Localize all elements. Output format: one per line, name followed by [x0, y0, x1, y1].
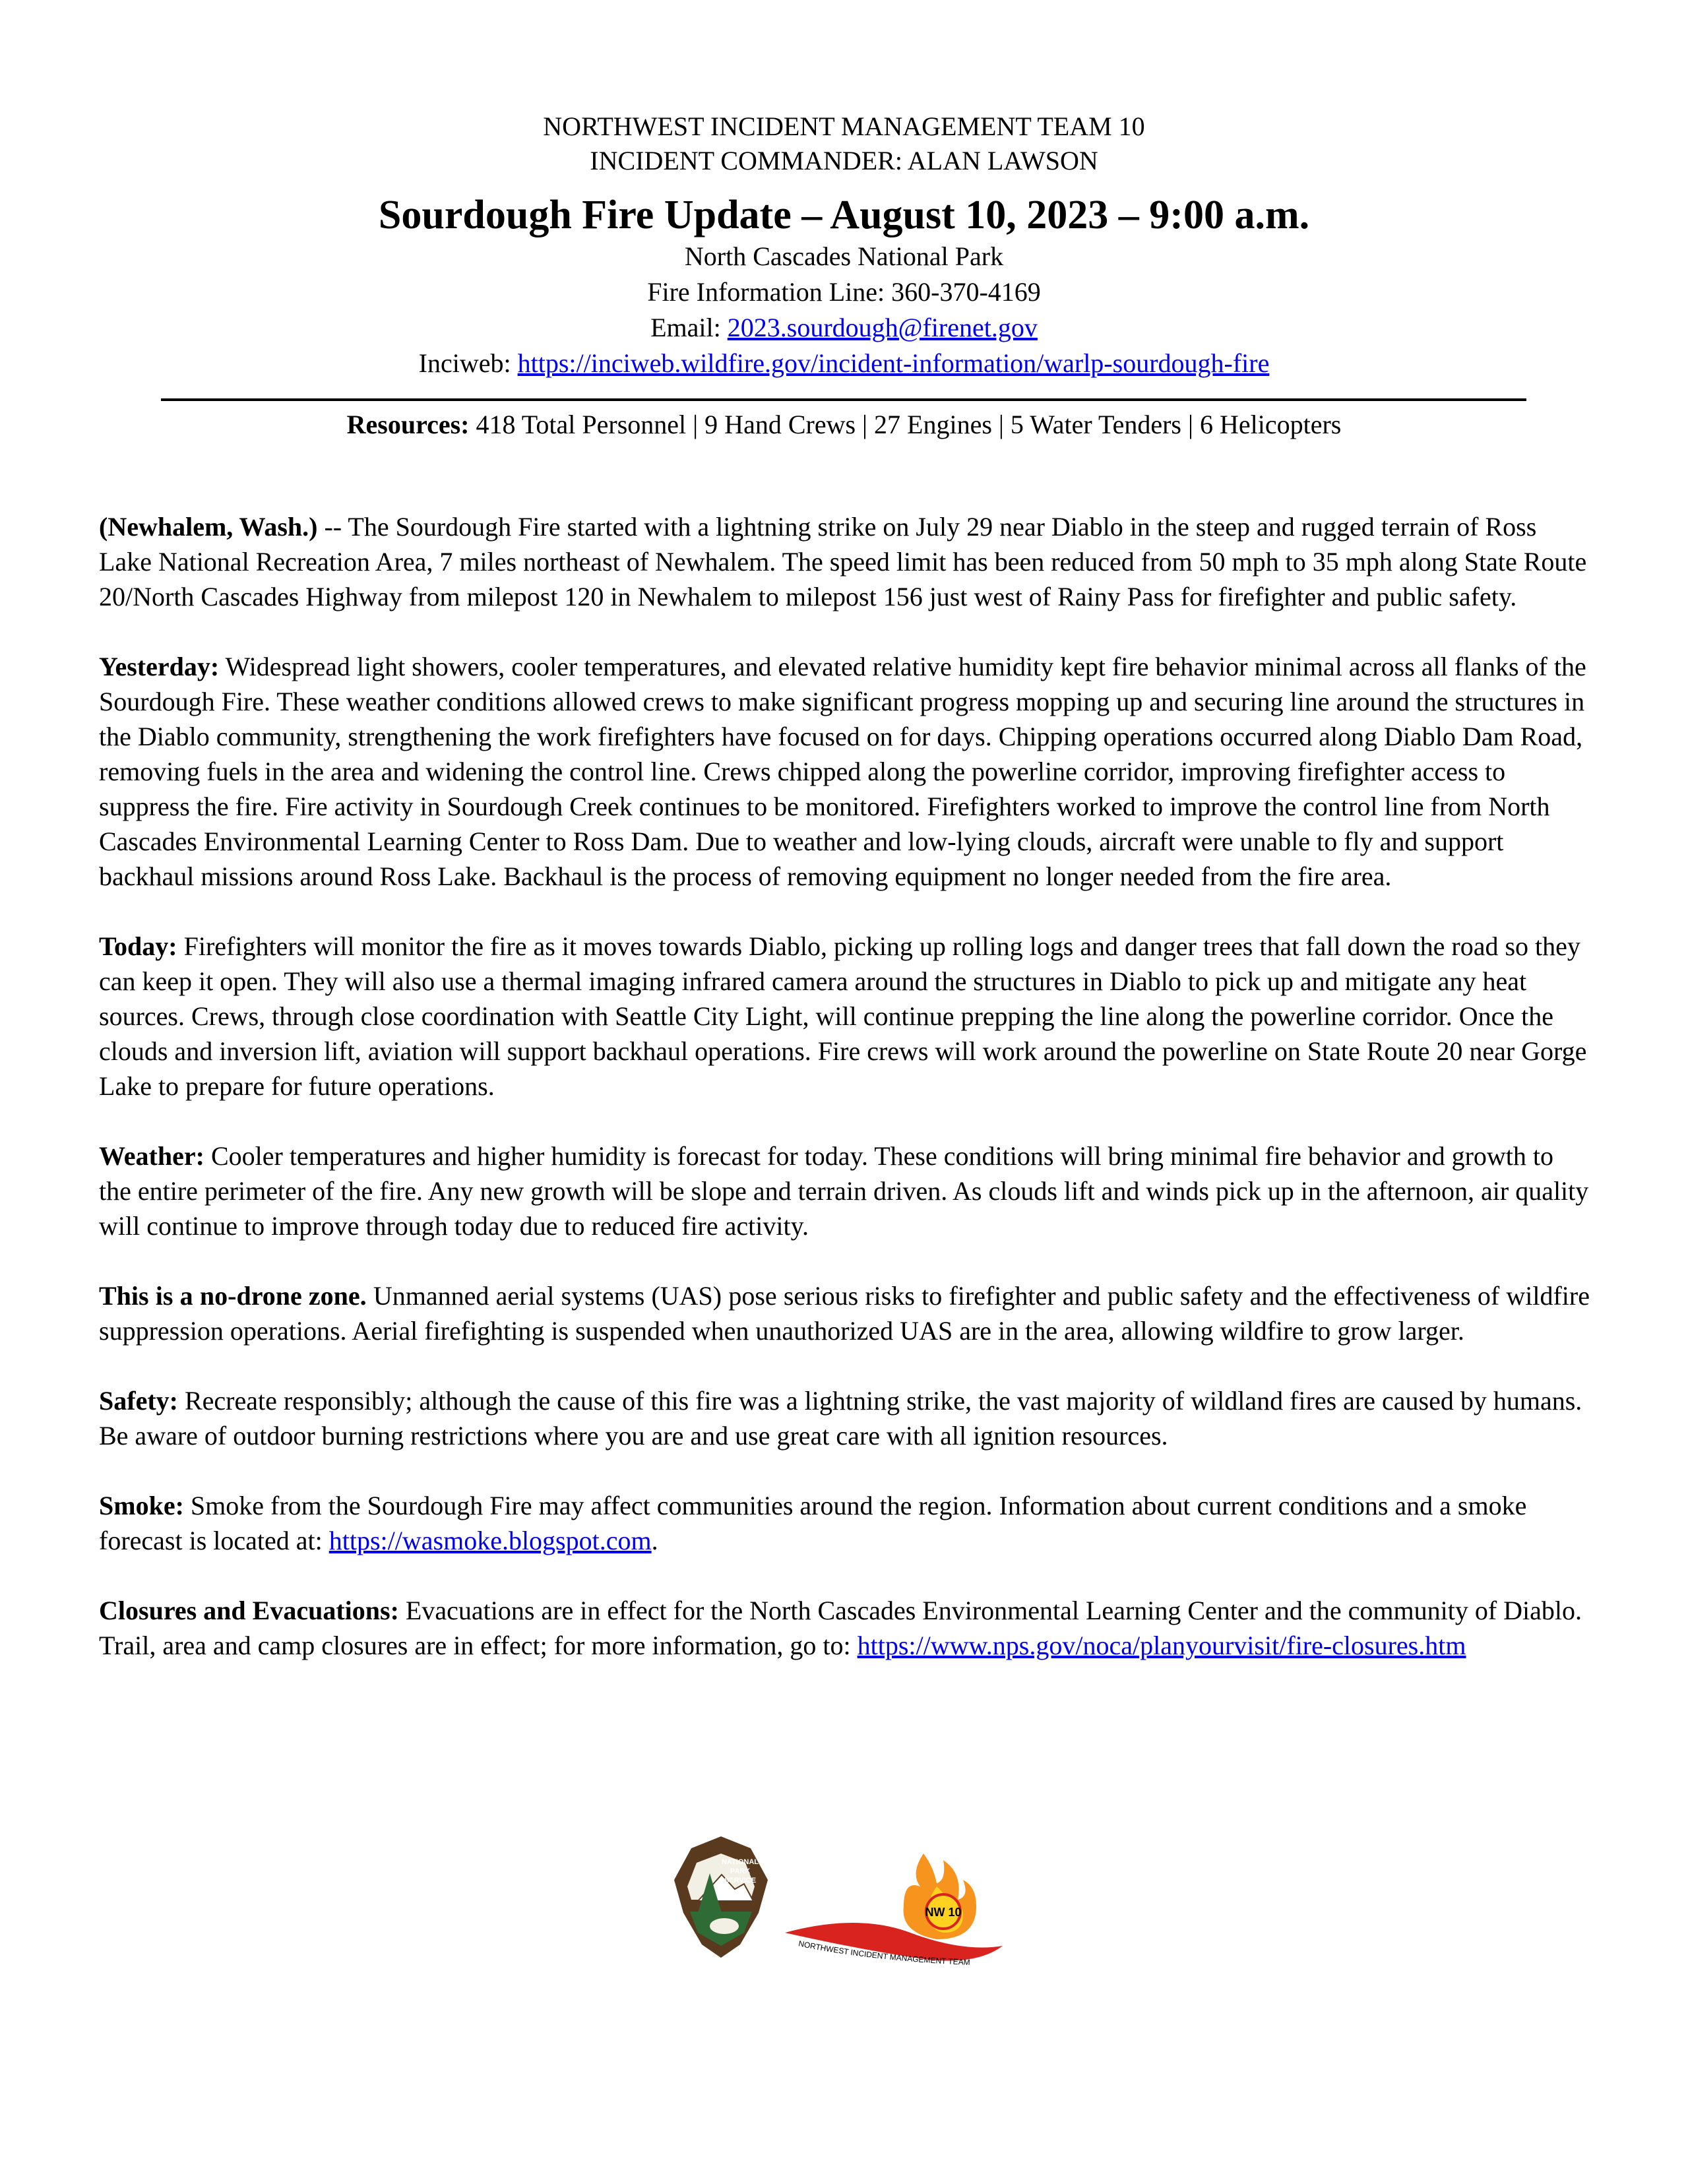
nps-text-national: NATIONAL	[721, 1858, 759, 1866]
email-label: Email:	[650, 313, 728, 342]
nps-text-park: PARK	[730, 1867, 751, 1875]
email-link[interactable]: 2023.sourdough@firenet.gov	[727, 313, 1038, 342]
intro-text: -- The Sourdough Fire started with a lightning strike on July 29 near Diablo in the steep and rugged terrain of Ross Lake National Recreation Area, 7 miles northeast of Newhalem. The speed limit has been reduced from 50 mph to 35 mph along State Route 20/North Cascades Highway from milepost 120 in Newhalem to milepost 156 just west of Rainy Pass for firefighter and public safety.	[99, 512, 1587, 611]
today-paragraph	[99, 929, 1590, 1104]
smoke-lead: Smoke:	[99, 1491, 184, 1520]
smoke-paragraph	[99, 1488, 1590, 1558]
nw10-arc-text: NORTHWEST INCIDENT MANAGEMENT TEAM	[797, 1939, 971, 1967]
no-drone-paragraph	[99, 1278, 1590, 1348]
smoke-link[interactable]: https://wasmoke.blogspot.com	[328, 1526, 652, 1555]
safety-text: Recreate responsibly; although the cause of this fire was a lightning strike, the vast majority of wildland fires are caused by humans. Be aware of outdoor burning restrictions where you are and use great care with all ignition resources.	[99, 1386, 1582, 1451]
fire-info-line: Fire Information Line: 360-370-4169	[647, 277, 1041, 307]
today-text: Firefighters will monitor the fire as it moves towards Diablo, picking up rolling logs and danger trees that fall down the road so they can keep it open. They will also use a thermal imaging infrared camera around the structures in Diablo to pick up and mitigate any heat sources. Crews, through close coordination with Seattle City Light, will continue prepping the line along the powerline corridor. Once the clouds and inversion lift, aviation will support backhaul operations. Fire crews will work around the powerline on State Route 20 near Gorge Lake to prepare for future operations.	[99, 931, 1587, 1101]
nw10-badge-text: NW 10	[925, 1906, 962, 1919]
nps-arrowhead-logo	[672, 1834, 770, 1959]
header-divider	[161, 398, 1526, 401]
yesterday-text: Widespread light showers, cooler temperatures, and elevated relative humidity kept fire behavior minimal across all flanks of the Sourdough Fire. These weather conditions allowed crews to make significant progress mopping up and securing line around the structures in the Diablo community, strengthening the work firefighters have focused on for days. Chipping operations occurred along Diablo Dam Road, removing fuels in the area and widening the control line. Crews chipped along the powerline corridor, improving firefighter access to suppress the fire. Fire activity in Sourdough Creek continues to be monitored. Firefighters worked to improve the control line from North Cascades Environmental Learning Center to Ross Dam. Due to weather and low-lying clouds, aircraft were unable to fly and support backhaul missions around Ross Lake. Backhaul is the process of removing equipment no longer needed from the fire area.	[99, 652, 1586, 891]
resources-text: 418 Total Personnel | 9 Hand Crews | 27 Engines | 5 Water Tenders | 6 Helicopters	[469, 410, 1342, 439]
closures-lead: Closures and Evacuations:	[99, 1596, 399, 1625]
inciweb-link[interactable]: https://inciweb.wildfire.gov/incident-information/warlp-sourdough-fire	[517, 348, 1270, 378]
weather-paragraph	[99, 1139, 1590, 1243]
no-drone-lead: This is a no-drone zone.	[99, 1281, 367, 1311]
logo-row	[0, 1834, 1688, 2005]
safety-lead: Safety:	[99, 1386, 178, 1416]
nps-text-service: SERVICE	[724, 1877, 757, 1885]
intro-paragraph	[99, 509, 1590, 614]
nw10-team-logo	[778, 1834, 1016, 1992]
yesterday-lead: Yesterday:	[99, 652, 220, 681]
email-line	[0, 310, 1688, 346]
resources-label: Resources:	[346, 410, 470, 439]
weather-text: Cooler temperatures and higher humidity is forecast for today. These conditions will bring minimal fire behavior and growth to the entire perimeter of the fire. Any new growth will be slope and terrain driven. As clouds lift and winds pick up in the afternoon, air quality will continue to improve through today due to reduced fire activity.	[99, 1141, 1589, 1241]
smoke-after: .	[651, 1526, 658, 1555]
nps-bison	[710, 1918, 739, 1934]
contact-block	[0, 239, 1688, 381]
smoke-text: Smoke from the Sourdough Fire may affect communities around the region. Information about current conditions and a smoke forecast is located at:	[99, 1491, 1527, 1555]
intro-lead: (Newhalem, Wash.)	[99, 512, 318, 542]
incident-commander: INCIDENT COMMANDER: ALAN LAWSON	[590, 146, 1098, 175]
team-name: NORTHWEST INCIDENT MANAGEMENT TEAM 10	[543, 111, 1145, 141]
inciweb-label: Inciweb:	[418, 348, 518, 378]
yesterday-paragraph	[99, 649, 1590, 894]
today-lead: Today:	[99, 931, 177, 961]
safety-paragraph	[99, 1383, 1590, 1453]
weather-lead: Weather:	[99, 1141, 204, 1171]
park-name: North Cascades National Park	[684, 241, 1004, 271]
closures-link[interactable]: https://www.nps.gov/noca/planyourvisit/fire-closures.htm	[857, 1631, 1466, 1660]
page-title: Sourdough Fire Update – August 10, 2023 – 9:00 a.m.	[378, 193, 1310, 237]
inciweb-line	[0, 346, 1688, 381]
closures-paragraph	[99, 1593, 1590, 1663]
closures-text: Evacuations are in effect for the North Cascades Environmental Learning Center and the community of Diablo. Trail, area and camp closures are in effect; for more information, go to:	[99, 1596, 1582, 1660]
no-drone-text: Unmanned aerial systems (UAS) pose serious risks to firefighter and public safety and the effectiveness of wildfire suppression operations. Aerial firefighting is suspended when unauthorized UAS are in the area, allowing wildfire to grow larger.	[99, 1281, 1590, 1346]
resources-line	[0, 406, 1688, 443]
team-header	[0, 109, 1688, 178]
update-body	[99, 509, 1590, 1698]
